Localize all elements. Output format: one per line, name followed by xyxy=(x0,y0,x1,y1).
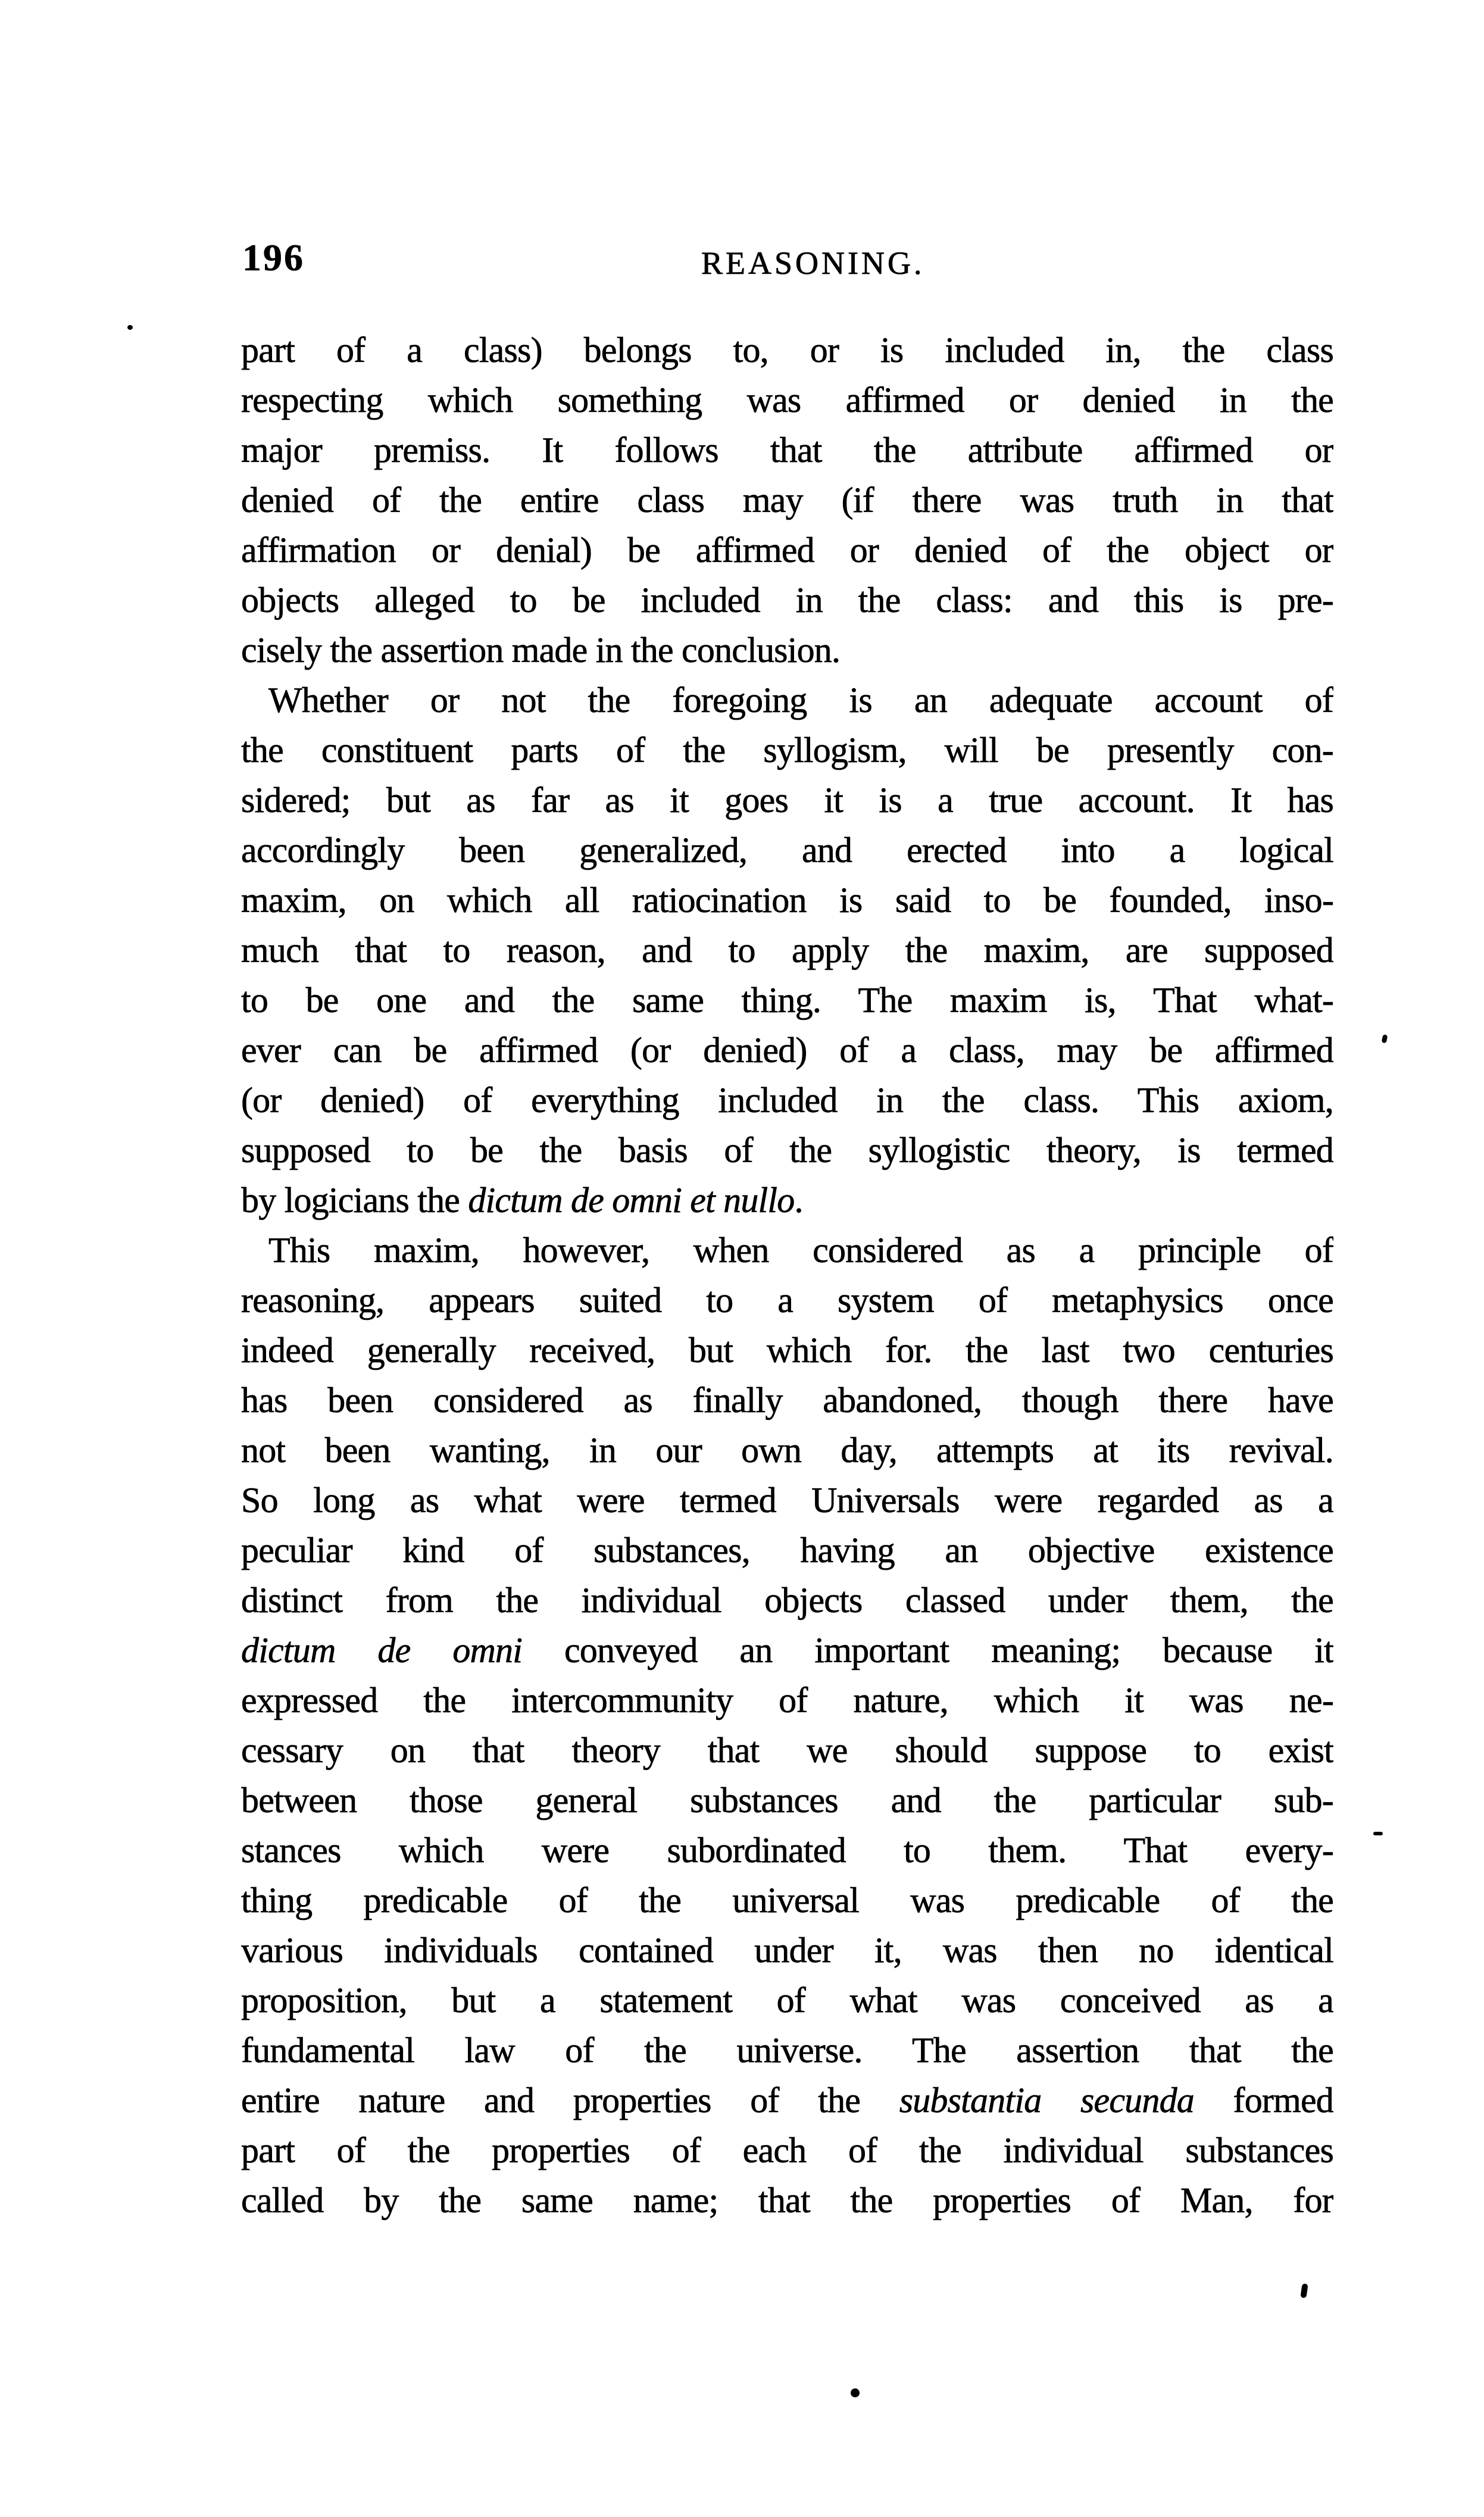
latin-phrase: dictum de omni xyxy=(241,1631,523,1670)
ink-speck xyxy=(127,325,133,330)
text-line: part of the properties of each of the individual substances xyxy=(241,2131,1333,2170)
text-line: objects alleged to be included in the class: and this is pre- xyxy=(241,580,1333,620)
latin-phrase: substantia secunda xyxy=(899,2081,1194,2120)
text-block xyxy=(241,325,1333,2225)
text-line: denied of the entire class may (if there was truth in that xyxy=(241,480,1333,520)
text-segment: conveyed an important meaning; because it xyxy=(522,1631,1333,1670)
text-line: sidered; but as far as it goes it is a true account. It has xyxy=(241,780,1333,820)
paragraph xyxy=(241,325,1333,675)
text-line: to be one and the same thing. The maxim is, That what- xyxy=(241,980,1333,1020)
text-line: expressed the intercommunity of nature, which it was ne- xyxy=(241,1681,1333,1720)
text-line: proposition, but a statement of what was conceived as a xyxy=(241,1981,1333,2020)
ink-speck xyxy=(1373,1832,1383,1835)
text-line: called by the same name; that the properties of Man, for xyxy=(241,2181,1333,2220)
text-line: distinct from the individual objects classed under them, the xyxy=(241,1581,1333,1620)
text-line: indeed generally received, but which for. the last two centuries xyxy=(241,1331,1333,1370)
text-line: not been wanting, in our own day, attempts at its revival. xyxy=(241,1431,1333,1470)
text-line: fundamental law of the universe. The assertion that the xyxy=(241,2031,1333,2070)
paragraph xyxy=(241,1225,1333,2225)
paragraph xyxy=(241,675,1333,1225)
text-segment: . xyxy=(794,1181,803,1220)
ink-speck xyxy=(1382,1034,1388,1043)
text-line: accordingly been generalized, and erected into a logical xyxy=(241,830,1333,870)
text-line: This maxim, however, when considered as a principle of xyxy=(268,1231,1333,1270)
text-line: various individuals contained under it, was then no identical xyxy=(241,1931,1333,1970)
text-line xyxy=(241,1175,1333,1225)
text-line: between those general substances and the particular sub- xyxy=(241,1781,1333,1820)
running-header: REASONING. xyxy=(701,245,925,281)
ink-speck xyxy=(1300,2283,1308,2298)
text-segment: by logicians the xyxy=(241,1181,468,1220)
text-line: cisely the assertion made in the conclusion. xyxy=(241,630,841,670)
text-line: ever can be affirmed (or denied) of a class, may be affirmed xyxy=(241,1030,1333,1070)
text-line: supposed to be the basis of the syllogistic theory, is termed xyxy=(241,1131,1333,1170)
text-line: major premiss. It follows that the attribute affirmed or xyxy=(241,430,1333,470)
text-line: affirmation or denial) be affirmed or denied of the object or xyxy=(241,530,1333,570)
text-line: has been considered as finally abandoned, though there have xyxy=(241,1381,1333,1420)
text-line: maxim, on which all ratiocination is said to be founded, inso- xyxy=(241,880,1333,920)
text-line: Whether or not the foregoing is an adequate account of xyxy=(268,680,1333,720)
text-line: reasoning, appears suited to a system of metaphysics once xyxy=(241,1281,1333,1320)
text-segment: formed xyxy=(1194,2081,1333,2120)
text-line: So long as what were termed Universals were regarded as a xyxy=(241,1481,1333,1520)
ink-speck xyxy=(851,2388,860,2397)
text-line: cessary on that theory that we should suppose to exist xyxy=(241,1731,1333,1770)
text-line: the constituent parts of the syllogism, will be presently con- xyxy=(241,730,1333,770)
text-line xyxy=(241,1625,1333,1675)
text-line: part of a class) belongs to, or is included in, the class xyxy=(241,330,1333,370)
text-line: respecting which something was affirmed or denied in the xyxy=(241,380,1333,420)
text-segment: entire nature and properties of the xyxy=(241,2081,899,2120)
latin-phrase: dictum de omni et nullo xyxy=(468,1181,795,1220)
text-line: much that to reason, and to apply the maxim, are supposed xyxy=(241,930,1333,970)
text-line xyxy=(241,2075,1333,2125)
text-line: stances which were subordinated to them. That every- xyxy=(241,1831,1333,1870)
text-line: peculiar kind of substances, having an objective existence xyxy=(241,1531,1333,1570)
text-line: (or denied) of everything included in the class. This axiom, xyxy=(241,1081,1333,1120)
page-number: 196 xyxy=(242,236,305,279)
text-line: thing predicable of the universal was predicable of the xyxy=(241,1881,1333,1920)
